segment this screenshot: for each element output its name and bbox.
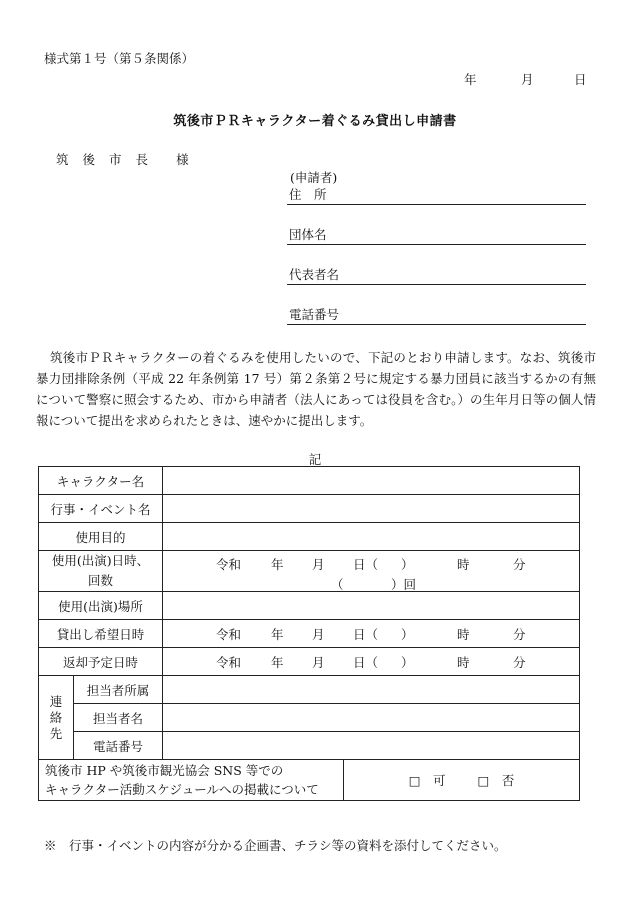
- contact-person-label: 担当者名: [74, 704, 163, 732]
- purpose-input[interactable]: [163, 523, 580, 551]
- month-label: 月: [312, 557, 325, 572]
- phone-field[interactable]: [287, 306, 586, 325]
- date-day: 日: [574, 72, 587, 87]
- return-datetime-label: 返却予定日時: [39, 648, 163, 676]
- event-name-label: 行事・イベント名: [39, 495, 163, 523]
- request-statement: 筑後市ＰＲキャラクターの着ぐるみを使用したいので、下記のとおり申請します。なお、筑後市暴力団排除条例（平成 22 年条例第 17 号）第２条第２号に規定する暴力団員に該当するかの有無について警察に照会するため、市から申請者（法人にあっては役員を含む。）の生年月日等の個人情報について提出を求められたときは、速やかに提出します。: [36, 350, 596, 428]
- application-table: [38, 466, 580, 801]
- hour-label: 時: [457, 626, 470, 642]
- era-label: 令和: [216, 557, 242, 572]
- addressee-char: 後: [82, 152, 96, 167]
- table-row: [39, 592, 580, 620]
- character-name-label: キャラクター名: [39, 467, 163, 495]
- address-field[interactable]: [287, 186, 586, 205]
- contact-department-label: 担当者所属: [74, 676, 163, 704]
- contact-label: [39, 676, 74, 760]
- purpose-label: 使用目的: [39, 523, 163, 551]
- publication-label-line1: 筑後市 HP や筑後市観光協会 SNS 等での: [45, 763, 284, 778]
- character-name-input[interactable]: [163, 467, 580, 495]
- lend-datetime-label: 貸出し希望日時: [39, 620, 163, 648]
- day-label: 日（: [353, 557, 379, 572]
- hour-label: 時: [457, 654, 470, 670]
- addressee-char: 長: [135, 152, 149, 167]
- return-datetime-input[interactable]: [163, 648, 580, 676]
- table-row: [39, 676, 580, 704]
- year-label: 年: [271, 626, 284, 642]
- event-name-input[interactable]: [163, 495, 580, 523]
- count-close: ）回: [391, 577, 417, 592]
- deny-checkbox[interactable]: □ 否: [477, 773, 515, 788]
- use-datetime-label: [39, 551, 163, 592]
- use-place-input[interactable]: [163, 592, 580, 620]
- era-label: 令和: [216, 654, 242, 670]
- addressee-char: 様: [176, 152, 189, 167]
- paren-close: ）: [401, 654, 414, 670]
- minute-label: 分: [513, 654, 526, 670]
- year-label: 年: [271, 557, 284, 572]
- month-label: 月: [312, 654, 325, 670]
- table-row: [39, 495, 580, 523]
- publication-label: [39, 760, 344, 801]
- lend-datetime-input[interactable]: [163, 620, 580, 648]
- contact-label-char: 先: [49, 725, 63, 741]
- date-year: 年: [464, 72, 477, 87]
- paren-close: ）: [401, 557, 414, 572]
- attachment-note: ※ 行事・イベントの内容が分かる企画書、チラシ等の資料を添付してください。: [44, 838, 507, 853]
- address-label: 住 所: [289, 187, 327, 202]
- table-row: [39, 704, 580, 732]
- count-open: （: [331, 577, 344, 592]
- organization-field[interactable]: [287, 226, 586, 245]
- minute-label: 分: [513, 557, 526, 572]
- use-datetime-label-line1: 使用(出演)日時、: [51, 553, 150, 568]
- representative-label: 代表者名: [289, 267, 340, 282]
- contact-label-char: 連: [49, 693, 63, 709]
- document-title: 筑後市ＰＲキャラクター着ぐるみ貸出し申請書: [173, 114, 457, 129]
- representative-field[interactable]: [287, 266, 586, 285]
- use-place-label: 使用(出演)場所: [39, 592, 163, 620]
- addressee-char: 市: [109, 152, 122, 167]
- contact-label-char: 絡: [49, 709, 63, 725]
- hour-label: 時: [457, 557, 470, 572]
- publication-choice: [344, 760, 580, 801]
- paren-close: ）: [401, 626, 414, 642]
- date-month: 月: [521, 72, 534, 87]
- applicant-heading: (申請者): [290, 170, 338, 185]
- table-row: [39, 648, 580, 676]
- use-datetime-input[interactable]: [163, 551, 580, 592]
- minute-label: 分: [513, 626, 526, 642]
- table-row: [39, 551, 580, 592]
- table-row: [39, 760, 580, 801]
- use-datetime-label-line2: 回数: [88, 573, 114, 588]
- contact-department-input[interactable]: [163, 676, 580, 704]
- table-row: [39, 523, 580, 551]
- contact-person-input[interactable]: [163, 704, 580, 732]
- form-number: 様式第１号（第５条関係）: [44, 51, 195, 66]
- addressee: [56, 150, 203, 168]
- ki-heading: 記: [308, 452, 322, 467]
- contact-phone-input[interactable]: [163, 732, 580, 760]
- table-row: [39, 620, 580, 648]
- organization-label: 団体名: [289, 227, 327, 242]
- publication-label-line2: キャラクター活動スケジュールへの掲載について: [45, 782, 319, 797]
- table-row: [39, 732, 580, 760]
- table-row: [39, 467, 580, 495]
- contact-phone-label: 電話番号: [74, 732, 163, 760]
- allow-checkbox[interactable]: □ 可: [408, 773, 446, 788]
- addressee-char: 筑: [56, 152, 69, 167]
- day-label: 日（: [353, 654, 379, 670]
- month-label: 月: [312, 626, 325, 642]
- day-label: 日（: [353, 626, 379, 642]
- era-label: 令和: [216, 626, 242, 642]
- phone-label: 電話番号: [289, 307, 340, 322]
- year-label: 年: [271, 654, 284, 670]
